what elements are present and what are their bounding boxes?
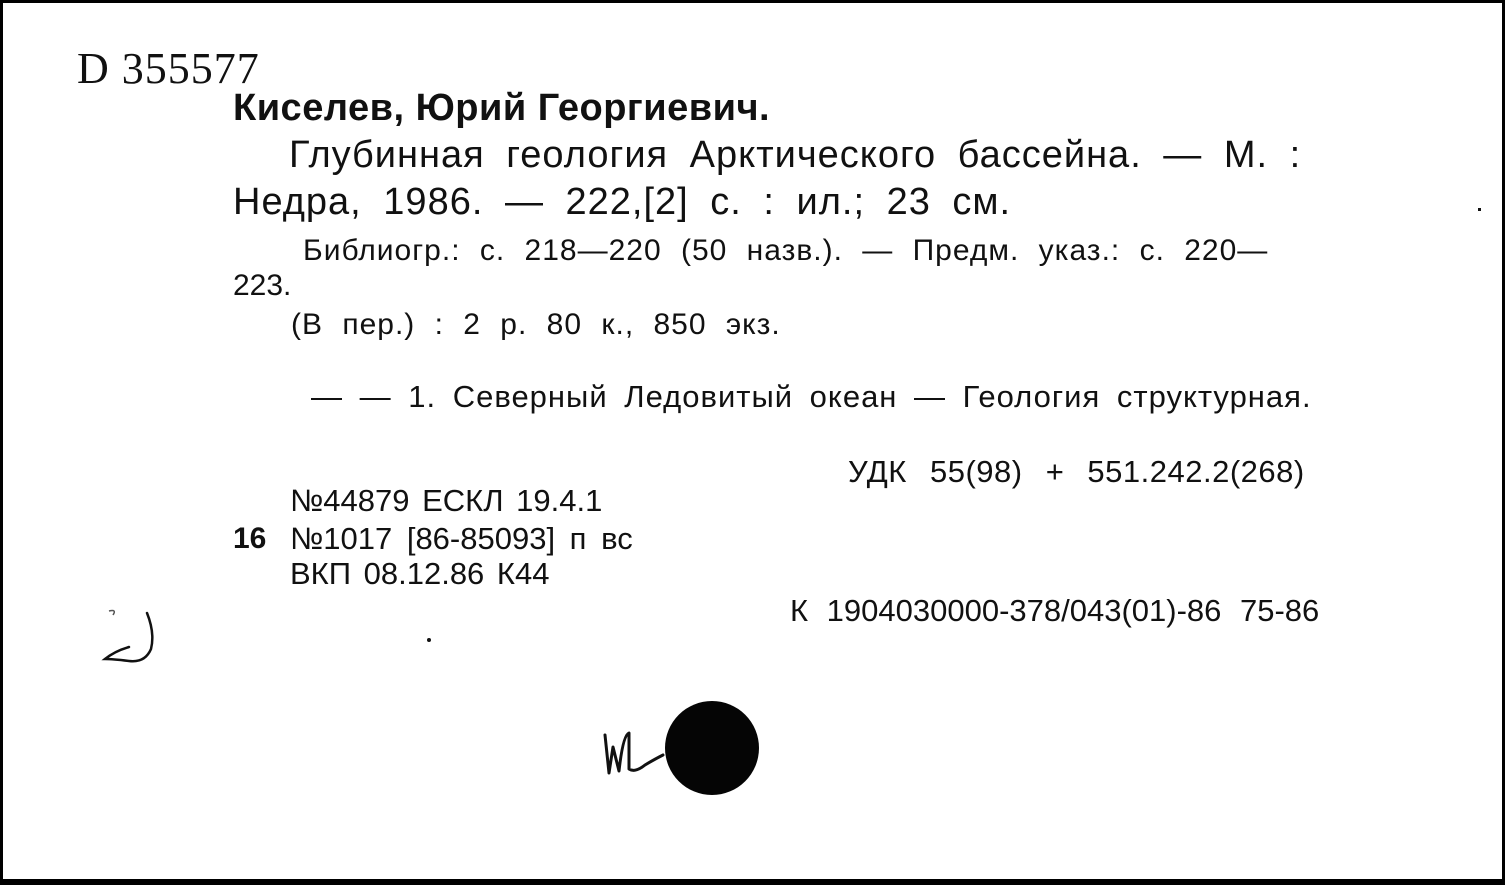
title-line-1: Глубинная геология Арктического бассейна. — М. : <box>289 134 1302 176</box>
bibliography-note-line-1: Библиогр.: с. 218—220 (50 назв.). — Предм. указ.: с. 220— <box>303 234 1269 267</box>
edge-speck <box>1478 208 1481 211</box>
subject-heading: — — 1. Северный Ледовитый океан — Геология структурная. <box>311 379 1312 414</box>
bibliography-note-line-2: 223. <box>233 269 292 302</box>
ink-dot <box>427 638 431 642</box>
k-code: К 1904030000-378/043(01)-86 75-86 <box>790 593 1320 628</box>
price-note: (В пер.) : 2 р. 80 к., 850 экз. <box>291 308 781 341</box>
registry-number: 16 <box>233 522 267 555</box>
title-line-2: Недра, 1986. — 222,[2] с. : ил.; 23 см. <box>233 181 1012 223</box>
call-number: D 355577 <box>77 44 260 93</box>
registry-line-1: №44879 ЕСКЛ 19.4.1 <box>290 483 603 518</box>
stamp-dot <box>665 701 759 795</box>
handwritten-initials-icon <box>599 725 669 785</box>
registry-line-2: №1017 [86-85093] п вс <box>290 521 633 556</box>
handwritten-mark-icon <box>99 603 169 673</box>
udk-code: УДК 55(98) + 551.242.2(268) <box>848 454 1305 489</box>
registry-line-3: ВКП 08.12.86 К44 <box>290 556 550 591</box>
author-heading: Киселев, Юрий Георгиевич. <box>233 87 771 129</box>
